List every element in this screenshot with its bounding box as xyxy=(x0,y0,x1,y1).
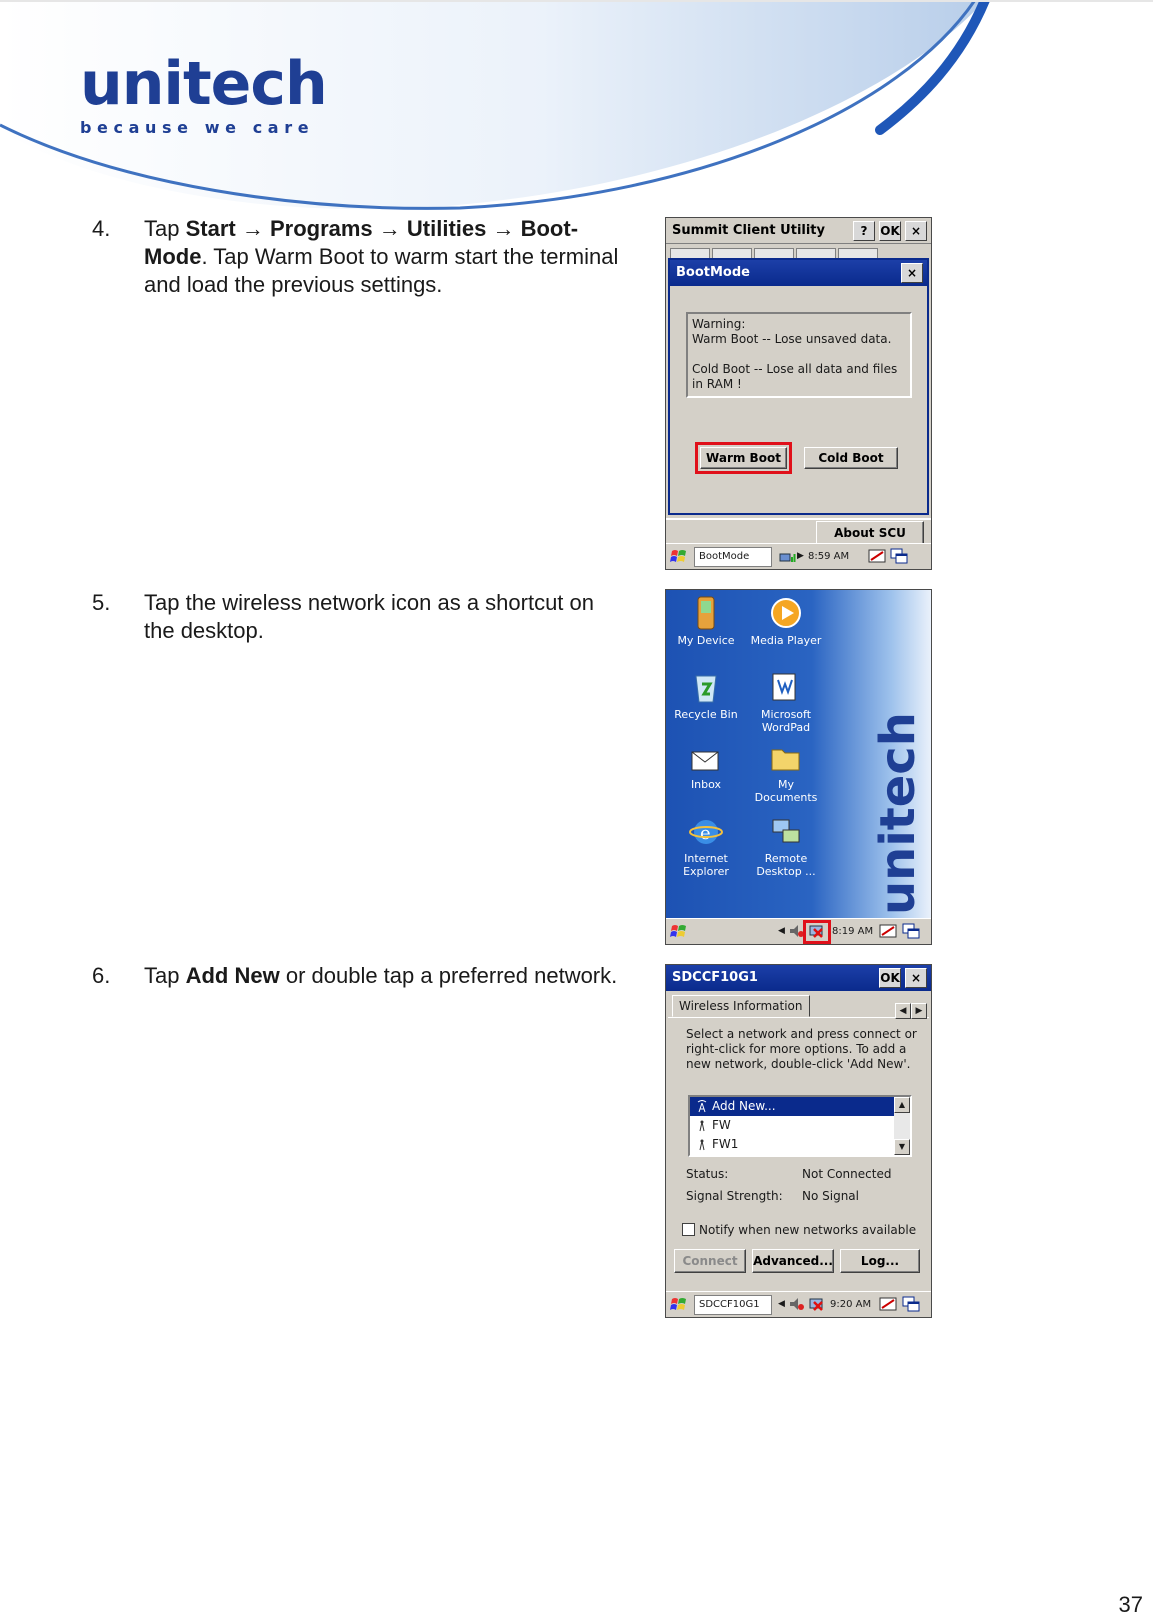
wireless-network-icon[interactable] xyxy=(808,923,826,939)
text-run: Tap xyxy=(144,216,186,241)
bold-add-new: Add New xyxy=(185,963,280,988)
ok-button[interactable]: OK xyxy=(879,968,901,988)
icon-label: Recycle Bin xyxy=(674,708,738,721)
scroll-right-icon[interactable]: ▶ xyxy=(911,1003,927,1019)
wireless-info-screenshot xyxy=(665,964,932,1318)
page-number: 37 xyxy=(1118,1592,1143,1617)
warning-text: Warning: Warm Boot -- Lose unsaved data. Cold Boot -- Lose all data and files in RAM ! xyxy=(686,312,912,398)
network-icon[interactable] xyxy=(778,548,796,564)
expand-arrow-icon[interactable]: ▶ xyxy=(797,551,804,561)
arrow: → xyxy=(486,216,521,241)
window-titlebar xyxy=(666,965,931,991)
windows-switch-icon[interactable] xyxy=(890,548,908,564)
status-row xyxy=(686,1167,892,1181)
bold-boot-mode: Boot-Mode xyxy=(144,216,579,269)
step-text: Tap the wireless network icon as a shortcut on the desktop. xyxy=(144,590,595,643)
icon-label: Remote Desktop ... xyxy=(756,852,816,878)
text-run: . Tap Warm Boot to warm start the terminal and load the previous settings. xyxy=(144,244,619,297)
connect-button[interactable]: Connect xyxy=(674,1249,746,1273)
clock: 8:59 AM xyxy=(808,551,850,562)
pen-icon[interactable] xyxy=(879,923,897,939)
list-scrollbar[interactable] xyxy=(894,1097,910,1155)
parent-title: Summit Client Utility xyxy=(672,223,825,238)
svg-text:e: e xyxy=(700,823,711,844)
status-value: Not Connected xyxy=(802,1167,892,1181)
arrow: → xyxy=(372,216,407,241)
taskbar-item[interactable]: SDCCF10G1 xyxy=(694,1295,772,1315)
scroll-down-icon[interactable]: ▼ xyxy=(894,1139,910,1155)
desktop-screenshot xyxy=(665,589,932,945)
cold-boot-button[interactable]: Cold Boot xyxy=(804,447,898,469)
arrow: → xyxy=(235,216,270,241)
media-player-icon xyxy=(769,596,803,630)
desktop-icon-wordpad[interactable] xyxy=(746,670,826,734)
icon-label: Inbox xyxy=(690,778,722,791)
scroll-up-icon[interactable]: ▲ xyxy=(894,1097,910,1113)
recycle-bin-icon xyxy=(691,670,721,704)
signal-tower-icon xyxy=(696,1119,708,1132)
step-number: 4. xyxy=(92,216,111,241)
wordpad-icon xyxy=(769,670,803,704)
step-text xyxy=(144,962,624,990)
notify-option[interactable] xyxy=(682,1223,916,1237)
taskbar xyxy=(666,543,931,569)
status-label: Status: xyxy=(686,1167,729,1181)
close-button[interactable]: × xyxy=(905,968,927,988)
desktop-icon-internet-explorer[interactable] xyxy=(666,816,746,878)
network-item-fw1[interactable] xyxy=(690,1135,910,1154)
ok-button[interactable]: OK xyxy=(879,221,901,241)
signal-value: No Signal xyxy=(802,1189,859,1203)
signal-label: Signal Strength: xyxy=(686,1189,783,1203)
inbox-icon xyxy=(689,744,723,774)
tab-wireless-information[interactable]: Wireless Information xyxy=(672,995,810,1017)
signal-tower-icon xyxy=(696,1138,708,1151)
expand-arrow-icon[interactable]: ◀ xyxy=(778,926,785,936)
network-list[interactable] xyxy=(688,1095,912,1157)
dialog-titlebar xyxy=(670,260,927,286)
advanced-button[interactable]: Advanced... xyxy=(752,1249,834,1273)
clock: 9:20 AM xyxy=(830,1299,872,1310)
unitech-logo xyxy=(80,49,327,137)
start-flag-icon[interactable] xyxy=(670,923,688,939)
pen-icon[interactable] xyxy=(879,1296,897,1312)
desktop-icon-inbox[interactable] xyxy=(666,744,746,791)
help-button[interactable]: ? xyxy=(853,221,875,241)
network-name: FW xyxy=(712,1118,731,1132)
notify-label: Notify when new networks available xyxy=(699,1223,917,1237)
icon-label: Internet Explorer xyxy=(683,852,729,878)
start-flag-icon[interactable] xyxy=(670,548,688,564)
step-text xyxy=(144,215,624,299)
notify-checkbox[interactable] xyxy=(682,1223,695,1236)
parent-titlebar xyxy=(666,218,931,244)
scu-bottom-bar xyxy=(666,518,931,545)
dialog-title: BootMode xyxy=(676,265,750,280)
bold-programs: Programs xyxy=(269,216,373,241)
instructions: Select a network and press connect or right-click for more options. To add a new network, double-click 'Add New'. xyxy=(686,1027,917,1071)
logo-tagline: because we care xyxy=(80,118,315,137)
network-name: FW1 xyxy=(712,1137,739,1151)
text-run: or double tap a preferred network. xyxy=(279,963,618,988)
internet-explorer-icon xyxy=(689,816,723,848)
signal-row xyxy=(686,1189,859,1203)
pen-icon[interactable] xyxy=(868,548,886,564)
expand-arrow-icon[interactable]: ◀ xyxy=(778,1299,785,1309)
logo-wordmark: unitech xyxy=(80,49,327,119)
icon-label: My Documents xyxy=(754,778,818,804)
step-number: 6. xyxy=(92,963,111,988)
bold-utilities: Utilities xyxy=(406,216,487,241)
desktop-icon-recycle-bin[interactable] xyxy=(666,670,746,721)
tab-strip xyxy=(670,245,927,257)
bootmode-screenshot xyxy=(665,217,932,570)
icon-label: Media Player xyxy=(750,634,822,647)
volume-icon[interactable] xyxy=(788,1296,806,1312)
windows-switch-icon[interactable] xyxy=(902,923,920,939)
desktop-icon-remote-desktop[interactable] xyxy=(746,816,826,878)
desktop-icon-media-player[interactable] xyxy=(746,596,826,647)
unitech-vertical-logo xyxy=(864,700,932,920)
bold-start: Start xyxy=(185,216,236,241)
desktop-icon-my-documents[interactable] xyxy=(746,744,826,804)
start-flag-icon[interactable] xyxy=(670,1296,688,1312)
remote-desktop-icon xyxy=(769,816,803,848)
device-icon xyxy=(693,596,719,630)
wireless-network-icon[interactable] xyxy=(808,1296,826,1312)
bootmode-dialog xyxy=(668,258,929,515)
window-title: SDCCF10G1 xyxy=(672,970,758,985)
icon-label: Microsoft WordPad xyxy=(760,708,812,734)
network-item-fw[interactable] xyxy=(690,1116,910,1135)
tab-divider xyxy=(668,1017,929,1018)
text-run: Tap xyxy=(144,963,186,988)
step-number: 5. xyxy=(92,590,111,615)
icon-label: My Device xyxy=(677,634,735,647)
svg-text:unitech: unitech xyxy=(870,712,926,915)
taskbar-item[interactable]: BootMode xyxy=(694,547,772,567)
taskbar xyxy=(666,918,931,944)
taskbar xyxy=(666,1291,931,1317)
close-button[interactable]: × xyxy=(905,221,927,241)
log-button[interactable]: Log... xyxy=(840,1249,920,1273)
network-name: Add New... xyxy=(712,1099,776,1113)
scroll-left-icon[interactable]: ◀ xyxy=(895,1003,911,1019)
folder-icon xyxy=(769,744,803,774)
tab-scroll xyxy=(895,998,927,1019)
dialog-close-button[interactable]: × xyxy=(901,263,923,283)
clock: 8:19 AM xyxy=(832,926,874,937)
desktop-icon-my-device[interactable] xyxy=(666,596,746,647)
windows-switch-icon[interactable] xyxy=(902,1296,920,1312)
warm-boot-button[interactable]: Warm Boot xyxy=(700,447,787,469)
wifi-tower-icon xyxy=(696,1100,708,1113)
about-scu-button[interactable]: About SCU xyxy=(816,521,924,545)
network-item-add-new[interactable] xyxy=(690,1097,894,1116)
